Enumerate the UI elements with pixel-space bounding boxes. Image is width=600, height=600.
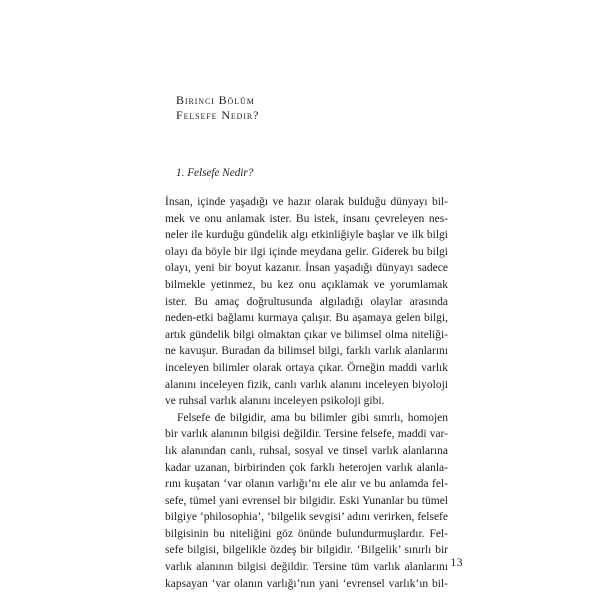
text-line: bilgiye ‘philosophia’, ‘bilgelik sevgisi’ adını verirken, felsefe (165, 511, 448, 524)
page-number: 13 (450, 557, 463, 569)
text-line: alanını inceleyen fizik, canlı varlık alanını inceleyen biyoloji (165, 378, 448, 391)
text-line: bilgisinin bu niteliğini göz önünde bulundurmuşlardır. Fel- (165, 527, 448, 540)
text-line: İnsan, içinde yaşadığı ve hazır olarak bulduğu dünyayı bil- (165, 196, 448, 208)
text-line: varlık alanının bilgisi değildir. Tersine tüm varlık alanlarını (165, 561, 448, 574)
text-line: bir varlık alanının bilgisi değildir. Tersine felsefe, maddi var- (165, 428, 448, 441)
text-line: olayı da böyle bir ilgi içinde meydana gelir. Giderek bu bilgi (165, 245, 448, 258)
body-text (165, 194, 448, 592)
text-line: ve ruhsal varlık alanını inceleyen psikoloji gibi. (165, 395, 385, 408)
text-line: Felsefe de bilgidir, ama bu bilimler gibi sınırlı, homojen (177, 411, 448, 424)
text-line: rını kuşatan ‘var olanın varlığı’nı ele alır ve bu anlamda fel- (165, 478, 448, 491)
chapter-label: Birinci Bölüm (176, 93, 255, 107)
text-line: artık gündelik bilgi olmaktan çıkar ve bilimsel olma niteliği- (165, 328, 448, 341)
text-line: lık alanından canlı, ruhsal, sosyal ve tinsel varlık alanlarına (165, 444, 448, 457)
text-line: ister. Bu amaç doğrultusunda algıladığı olaylar arasında (165, 295, 448, 308)
text-line: kapsayan ‘var olanın varlığı’nın yani ‘evrensel varlık’ın bil- (165, 577, 448, 590)
text-line: mek ve onu anlamak ister. Bu istek, insanı çevreleyen nes- (165, 212, 448, 225)
text-line: neden-etki bağlamı kurmaya çalışır. Bu aşamaya gelen bilgi, (165, 312, 448, 325)
chapter-heading (176, 93, 259, 123)
chapter-title: Felsefe Nedir? (176, 108, 260, 122)
text-line: sefe, tümel yani evrensel bir bilgidir. Eski Yunanlar bu tümel (165, 494, 448, 507)
text-line: olayı, yeni bir boyut kazanır. İnsan yaşadığı dünyayı sadece (165, 262, 448, 275)
text-line: inceleyen bilimler olarak ortaya çıkar. Örneğin maddi varlık (165, 361, 448, 374)
text-line: kadar uzanan, birbirinden çok farklı heterojen varlık alanla- (165, 461, 448, 474)
text-line: neler ile kurduğu gündelik algı etkinliğiyle başlar ve ilk bilgi (165, 229, 448, 242)
text-line: sefe bilgisi, bilgelikle özdeş bir bilgidir. ‘Bilgelik’ sınırlı bir (165, 544, 448, 557)
text-line: ne kavuşur. Buradan da bilimsel bilgi, farklı varlık alanlarını (165, 345, 448, 358)
section-title: 1. Felsefe Nedir? (176, 167, 254, 179)
text-line: bilmekle yetinmez, bu kez onu açıklamak ve yorumlamak (165, 278, 448, 291)
